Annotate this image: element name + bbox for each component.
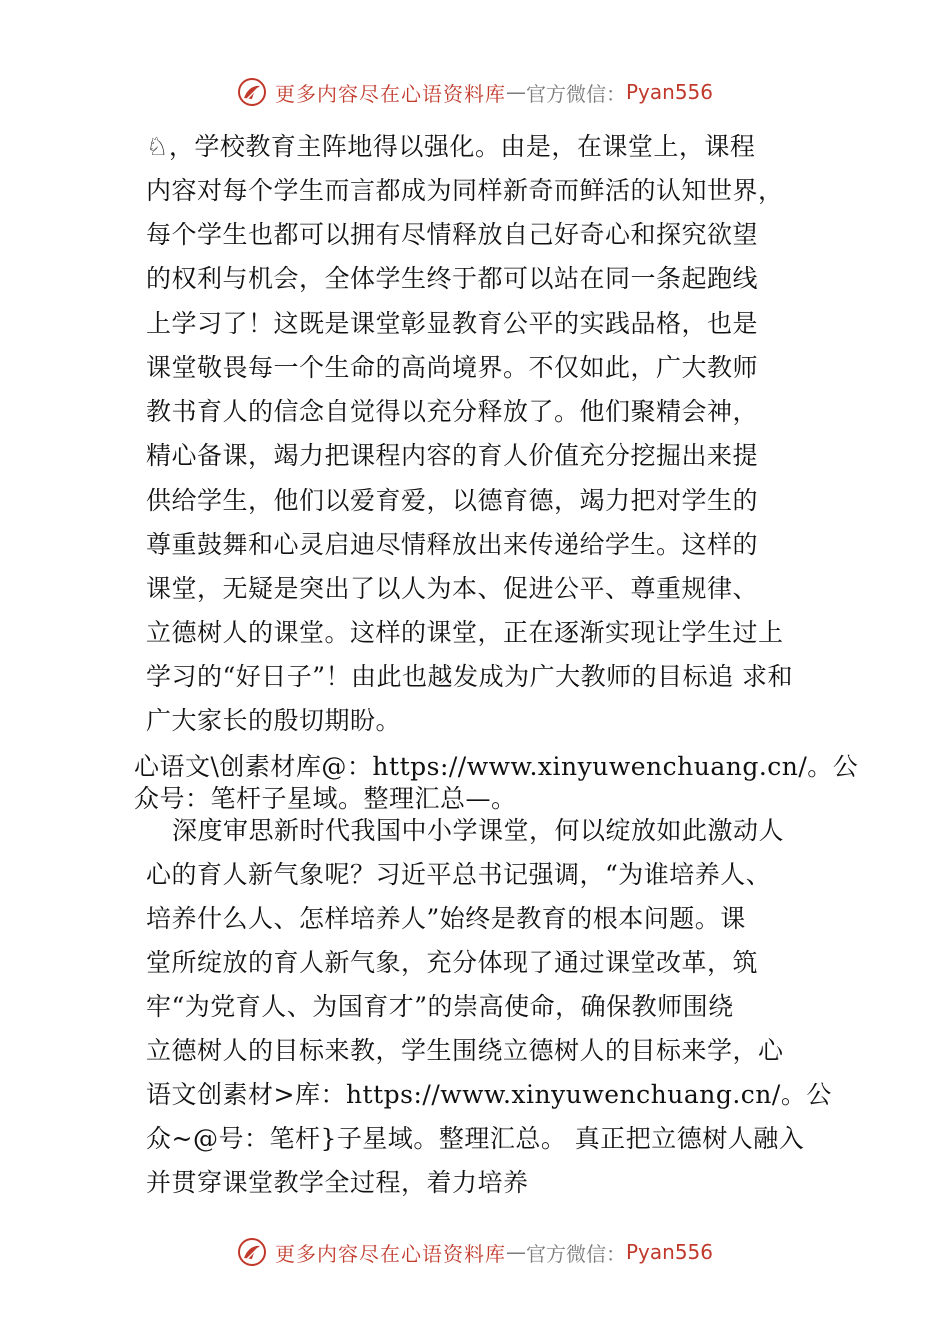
body-line: 立德树人的目标来教，学生围绕立德树人的目标来学，心 <box>146 1036 784 1065</box>
watermark-line: 众号：笔杆子星域。整理汇总—。 <box>134 784 517 813</box>
body-line: 供给学生，他们以爱育爱，以德育德，竭力把对学生的 <box>146 486 759 515</box>
body-line: 心的育人新气象呢？习近平总书记强调，“为谁培养人、 <box>146 860 772 889</box>
brand-logo-icon <box>237 77 267 107</box>
header-banner <box>0 72 950 112</box>
body-line: 教书育人的信念自觉得以充分释放了。他们聚精会神， <box>146 397 759 426</box>
header-separator: — <box>505 80 526 104</box>
body-line: 牢“为党育人、为国育才”的崇高使命，确保教师围绕 <box>146 992 734 1021</box>
body-line: 每个学生也都可以拥有尽情释放自己好奇心和探究欲望 <box>146 220 759 249</box>
footer-banner <box>0 1232 950 1272</box>
body-line: 课堂，无疑是突出了以人为本、促进公平、尊重规律、 <box>146 574 759 603</box>
body-line: 内容对每个学生而言都成为同样新奇而鲜活的认知世界， <box>146 176 784 205</box>
body-line: 语文创素材>库：https://www.xinyuwenchuang.cn/。公 <box>146 1080 832 1109</box>
footer-separator: — <box>505 1240 526 1264</box>
body-line: 堂所绽放的育人新气象，充分体现了通过课堂改革，筑 <box>146 948 759 977</box>
body-line: 上学习了！这既是课堂彰显教育公平的实践品格，也是 <box>146 309 759 338</box>
body-line: ♘，学校教育主阵地得以强化。由是，在课堂上，课程 <box>146 132 756 161</box>
body-line: 课堂敬畏每一个生命的高尚境界。不仅如此，广大教师 <box>146 353 759 382</box>
body-line: 众~@号：笔杆}子星域。整理汇总。 真正把立德树人融入 <box>146 1124 805 1153</box>
body-line: 的权利与机会，全体学生终于都可以站在同一条起跑线 <box>146 264 759 293</box>
footer-wechat-id: Pyan556 <box>625 1240 713 1264</box>
header-wechat-label: 官方微信： <box>525 81 626 106</box>
footer-brand-text: 更多内容尽在心语资料库 <box>274 1241 506 1266</box>
body-line: 学习的“好日子”！由此也越发成为广大教师的目标追 求和 <box>146 662 794 691</box>
body-line: 立德树人的课堂。这样的课堂，正在逐渐实现让学生过上 <box>146 618 784 647</box>
body-line: 尊重鼓舞和心灵启迪尽情释放出来传递给学生。这样的 <box>146 530 759 559</box>
body-line: 精心备课，竭力把课程内容的育人价值充分挖掘出来提 <box>146 441 759 470</box>
header-brand-text: 更多内容尽在心语资料库 <box>274 81 506 106</box>
header-wechat-id: Pyan556 <box>625 80 713 104</box>
body-line: 深度审思新时代我国中小学课堂，何以绽放如此激动人 <box>172 816 785 845</box>
footer-wechat-label: 官方微信： <box>525 1241 626 1266</box>
body-line: 广大家长的殷切期盼。 <box>146 706 402 735</box>
body-line: 并贯穿课堂教学全过程，着力培养 <box>146 1168 529 1197</box>
watermark-line: 心语文\创素材库@：https://www.xinyuwenchuang.cn/。公 <box>134 752 859 781</box>
body-line: 培养什么人、怎样培养人”始终是教育的根本问题。课 <box>146 904 746 933</box>
brand-logo-icon <box>237 1237 267 1267</box>
